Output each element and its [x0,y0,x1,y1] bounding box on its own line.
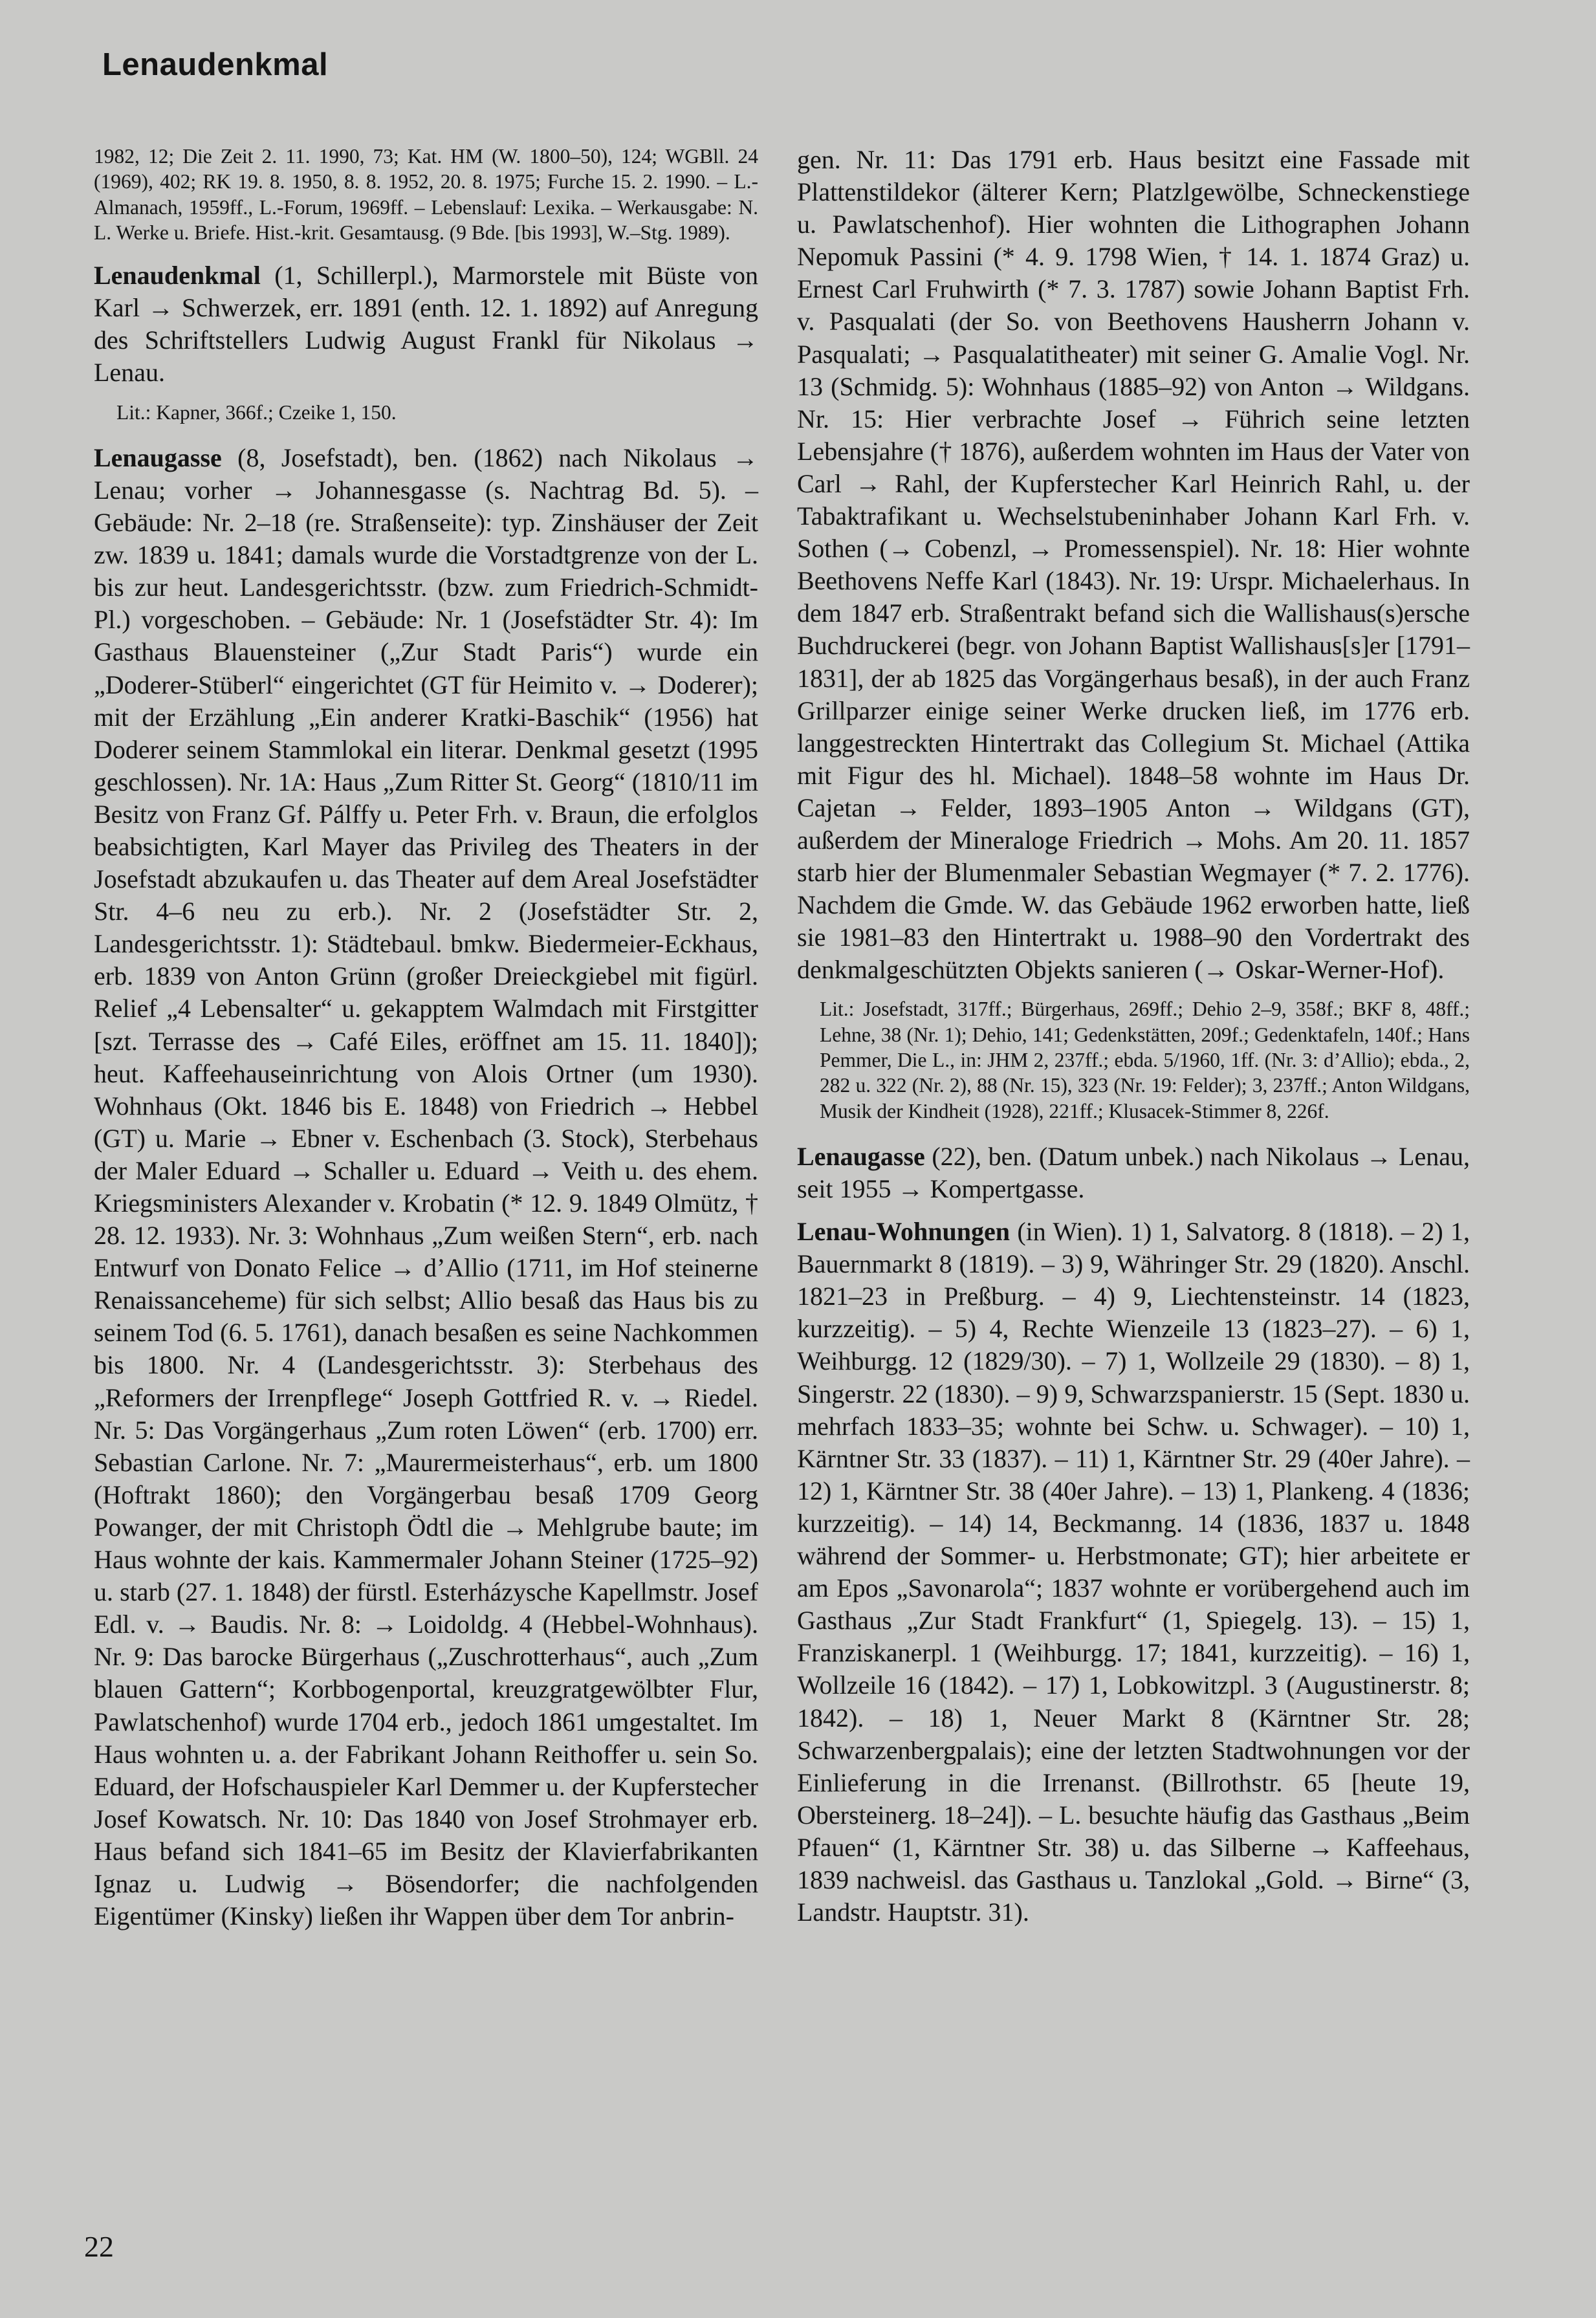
entry-lenau-wohnungen [797,1216,1470,1929]
lit-continuation: 1982, 12; Die Zeit 2. 11. 1990, 73; Kat. HM (W. 1800–50), 124; WGBll. 24 (1969), 402; RK 19. 8. 1950, 8. 8. 1952, 20. 8. 1975; Furche 15. 2. 1990. – L.-Almanach, 1959ff., L.-Forum, 1969ff. – Lebenslauf: Lexika. – Werkausgabe: N. L. Werke u. Briefe. Hist.-krit. Gesamtausg. (9 Bde. [bis 1993], W.–Stg. 1989). [94,145,758,244]
entry-lenaudenkmal [94,259,758,389]
entry-text: (in Wien). 1) 1, Salvatorg. 8 (1818). – 2) 1, Bauernmarkt 8 (1819). – 3) 9, Währinger Str. 29 (1820). Anschl. 1821–23 in Preßburg. – 4) 9, Liechtensteinstr. 14 (1823, kurzzeitig). – 5) 4, Rechte Wienzeile 13 (1823–27). – 6) 1, Weihburgg. 12 (1829/30). – 7) 1, Wollzeile 29 (1830). – 8) 1, Singerstr. 22 (1830). – 9) 9, Schwarzspanierstr. 15 (Sept. 1830 u. mehrfach 1833–35; wohnte bei Schw. u. Schwager). – 10) 1, Kärntner Str. 33 (1837). – 11) 1, Kärntner Str. 29 (40er Jahre). – 12) 1, Kärntner Str. 38 (40er Jahre). – 13) 1, Plankeng. 4 (1836; kurzzeitig). – 14) 14, Beckmanng. 14 (1836, 1837 u. 1848 während der Sommer- u. Herbstmonate; GT); hier arbeitete er am Epos „Savonarola“; 1837 wohnte er vorübergehend auch im Gasthaus „Zur Stadt Frankfurt“ (1, Spiegelg. 13). – 15) 1, Franziskanerpl. 1 (Weihburgg. 17; 1841, kurzzeitig). – 16) 1, Wollzeile 16 (1842). – 17) 1, Lobkowitzpl. 3 (Augustinerstr. 8; 1842). – 18) 1, Neuer Markt 8 (Kärntner Str. 28; Schwarzenbergpalais); eine der letzten Stadtwohnungen vor der Einlieferung in die Irrenanst. (Billrothstr. 65 [heute 19, Obersteinerg. 18–24]). – L. besuchte häufig das Gasthaus „Beim Pfauen“ (1, Kärntner Str. 38) u. das Silberne → Kaffeehaus, 1839 nachweisl. das Gasthaus u. Tanzlokal „Gold. → Birne“ (3, Landstr. Hauptstr. 31). [797,1217,1470,1927]
entry-headword: Lenaugasse [94,443,222,472]
entry-headword: Lenau-Wohnungen [797,1217,1011,1247]
running-header: Lenaudenkmal [102,47,329,82]
page-number: 22 [84,2230,114,2263]
right-column [797,144,1470,1939]
entry-continuation: gen. Nr. 11: Das 1791 erb. Haus besitzt eine Fassade mit Plattenstildekor (älterer Kern; Platzlgewölbe, Schneckenstiege u. Pawlatschenhof). Hier wohnten die Lithographen Johann Nepomuk Passini (* 4. 9. 1798 Wien, † 14. 1. 1874 Graz) u. Ernest Carl Fruhwirth (* 7. 3. 1787) sowie Johann Baptist Frh. v. Pasqualati (der So. von Beethovens Hausherrn Johann v. Pasqualati; → Pasqualatitheater) mit seiner G. Amalie Vogl. Nr. 13 (Schmidg. 5): Wohnhaus (1885–92) von Anton → Wildgans. Nr. 15: Hier verbrachte Josef → Führich seine letzten Lebensjahre († 1876), außerdem wohnten im Haus der Vater von Carl → Rahl, der Kupferstecher Karl Heinrich Rahl, u. der Tabaktrafikant u. Wechselstubeninhaber Johann Karl Frh. v. Sothen (→ Cobenzl, → Promessenspiel). Nr. 18: Hier wohnte Beethovens Neffe Karl (1843). Nr. 19: Urspr. Michaelerhaus. In dem 1847 erb. Straßentrakt befand sich die Wallishaus(s)ersche Buchdruckerei (begr. von Johann Baptist Wallishaus[s]er [1791–1831], der ab 1825 das Vorgängerhaus besaß), in der auch Franz Grillparzer einige seiner Werke drucken ließ, im 1776 erb. langgestreckten Hintertrakt das Collegium St. Michael (Attika mit Figur des hl. Michael). 1848–58 wohnte im Haus Dr. Cajetan → Felder, 1893–1905 Anton → Wildgans (GT), außerdem der Mineraloge Friedrich → Mohs. Am 20. 11. 1857 starb hier der Blumenmaler Sebastian Wegmayer (* 7. 2. 1776). Nachdem die Gmde. W. das Gebäude 1962 erworben hatte, ließ sie 1981–83 den Hintertrakt u. 1988–90 den Vordertrakt des denkmalgeschützten Objekts sanieren (→ Oskar-Werner-Hof). [797,145,1470,985]
left-column [94,144,758,1943]
entry-literature: Lit.: Kapner, 366f.; Czeike 1, 150. [116,400,397,424]
entry-lenaugasse-22 [797,1141,1470,1205]
entry-headword: Lenaudenkmal [94,261,261,290]
entry-text: (22), ben. (Datum unbek.) nach Nikolaus → Lenau, seit 1955 → Kompertgasse. [797,1141,1470,1204]
entry-literature: Lit.: Josefstadt, 317ff.; Bürgerhaus, 269ff.; Dehio 2–9, 358f.; BKF 8, 48ff.; Lehne, 38 (Nr. 1); Dehio, 141; Gedenkstätten, 209f.; Gedenktafeln, 140f.; Hans Pemmer, Die L., in: JHM 2, 237ff.; ebda. 5/1960, 1ff. (Nr. 3: d’Allio); ebda., 2, 282 u. 322 (Nr. 2), 88 (Nr. 15), 323 (Nr. 19: Felder); 3, 237ff.; Anton Wildgans, Musik der Kindheit (1928), 221ff.; Klusacek-Stimmer 8, 226f. [820,998,1470,1122]
entry-text: (8, Josefstadt), ben. (1862) nach Nikolaus → Lenau; vorher → Johannesgasse (s. Nachtrag Bd. 5). – Gebäude: Nr. 2–18 (re. Straßenseite): typ. Zinshäuser der Zeit zw. 1839 u. 1841; damals wurde die Vorstadtgrenze von der L. bis zur heut. Landesgerichtsstr. (bzw. zum Friedrich-Schmidt-Pl.) vorgeschoben. – Gebäude: Nr. 1 (Josefstädter Str. 4): Im Gasthaus Blauensteiner („Zur Stadt Paris“) wurde ein „Doderer-Stüberl“ eingerichtet (GT für Heimito v. → Doderer); mit der Erzählung „Ein anderer Kratki-Baschik“ (1956) hat Doderer seinem Stammlokal ein literar. Denkmal gesetzt (1995 geschlossen). Nr. 1A: Haus „Zum Ritter St. Georg“ (1810/11 im Besitz von Franz Gf. Pálffy u. Peter Frh. v. Braun, die erfolglos beabsichtigten, Karl Mayer das Privileg des Theaters in der Josefstadt abzukaufen u. das Theater auf dem Areal Josefstädter Str. 4–6 neu zu erb.). Nr. 2 (Josefstädter Str. 2, Landesgerichtsstr. 1): Städtebaul. bmkw. Biedermeier-Eckhaus, erb. 1839 von Anton Grünn (großer Dreieckgiebel mit figürl. Relief „4 Lebensalter“ u. gekapptem Walmdach mit Firstgitter [szt. Terrasse des → Café Eiles, eröffnet am 15. 11. 1840]); heut. Kaffeehauseinrichtung von Alois Ortner (um 1930). Wohnhaus (Okt. 1846 bis E. 1848) von Friedrich → Hebbel (GT) u. Marie → Ebner v. Eschenbach (3. Stock), Sterbehaus der Maler Eduard → Schaller u. Eduard → Veith u. des ehem. Kriegsministers Alexander v. Krobatin (* 12. 9. 1849 Olmütz, † 28. 12. 1933). Nr. 3: Wohnhaus „Zum weißen Stern“, erb. nach Entwurf von Donato Felice → d’Allio (1711, im Hof steinerne Renaissanceheme) für sich selbst; Allio besaß das Haus bis zu seinem Tod (6. 5. 1761), danach besaßen es seine Nachkommen bis 1800. Nr. 4 (Landesgerichtsstr. 3): Sterbehaus des „Reformers der Irrenpflege“ Joseph Gottfried R. v. → Riedel. Nr. 5: Das Vorgängerhaus „Zum roten Löwen“ (erb. 1700) err. Sebastian Carlone. Nr. 7: „Maurermeisterhaus“, erb. um 1800 (Hoftrakt 1860); den Vorgängerbau besaß 1709 Georg Powanger, der mit Christoph Ödtl die → Mehlgrube baute; im Haus wohnte der kais. Kammermaler Johann Steiner (1725–92) u. starb (27. 1. 1848) der fürstl. Esterházysche Kapellmstr. Josef Edl. v. → Baudis. Nr. 8: → Loidoldg. 4 (Hebbel-Wohnhaus). Nr. 9: Das barocke Bürgerhaus („Zuschrotterhaus“, auch „Zum blauen Gattern“; Korbbogenportal, kreuzgratgewölbter Flur, Pawlatschenhof) wurde 1704 erb., jedoch 1861 umgestaltet. Im Haus wohnten u. a. der Fabrikant Johann Reithoffer u. sein So. Eduard, der Hofschauspieler Karl Demmer u. der Kupferstecher Josef Kowatsch. Nr. 10: Das 1840 von Josef Strohmayer erb. Haus befand sich 1841–65 im Besitz der Klavierfabrikanten Ignaz u. Ludwig → Bösendorfer; die nachfolgenden Eigentümer (Kinsky) ließen ihr Wappen über dem Tor anbrin- [94,443,758,1931]
entry-text: (1, Schillerpl.), Marmorstele mit Büste von Karl → Schwerzek, err. 1891 (enth. 12. 1. 1892) auf Anregung des Schriftstellers Ludwig August Frankl für Nikolaus → Lenau. [94,261,758,388]
entry-headword: Lenaugasse [797,1141,925,1171]
entry-lenaugasse-8 [94,442,758,1932]
